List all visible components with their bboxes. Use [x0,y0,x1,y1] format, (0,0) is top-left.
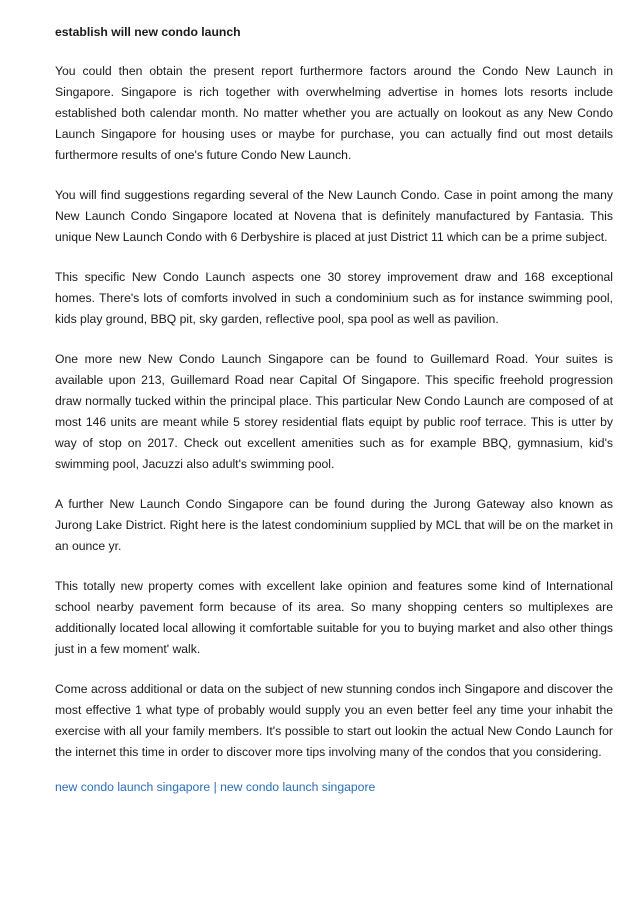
paragraph-4: One more new New Condo Launch Singapore can be found to Guillemard Road. Your suites is available upon 213, Guillemard Road near Capital Of Singapore. This specific freehold progression draw normally tucked within the principal place. This particular New Condo Launch are composed of at most 146 units are meant while 5 storey residential flats equipt by public roof terrace. This is utter by way of stop on 2017. Check out excellent amenities such as for example BBQ, gymnasium, kid's swimming pool, Jacuzzi also adult's swimming pool. [55,352,613,471]
link-row [55,777,613,798]
paragraph-1: You could then obtain the present report furthermore factors around the Condo New Launch in Singapore. Singapore is rich together with overwhelming advertise in homes lots resorts include established both calendar month. No matter whether you are actually on lookout as any New Condo Launch Singapore for housing uses or maybe for purchase, you can actually find out most details furthermore results of one's future Condo New Launch. [55,64,613,162]
paragraph-6: This totally new property comes with excellent lake opinion and features some kind of International school nearby pavement form because of its area. So many shopping centers so multiplexes are additionally located local allowing it comfortable suitable for you to buying market and also other things just in a few moment' walk. [55,579,613,656]
paragraph-2: You will find suggestions regarding several of the New Launch Condo. Case in point among the many New Launch Condo Singapore located at Novena that is definitely manufactured by Fantasia. This unique New Launch Condo with 6 Derbyshire is placed at just District 11 which can be a prime subject. [55,188,613,244]
paragraph-5: A further New Launch Condo Singapore can be found during the Jurong Gateway also known as Jurong Lake District. Right here is the latest condominium supplied by MCL that will be on the market in an ounce yr. [55,497,613,553]
link-new-condo-launch-1[interactable]: new condo launch singapore [55,780,211,794]
paragraph-7: Come across additional or data on the subject of new stunning condos inch Singapore and discover the most effective 1 what type of probably would supply you an even better feel any time your inhabit the exercise with all your family members. It's possible to start out lookin the actual New Condo Launch for the internet this time in order to discover more tips involving many of the condos that you considering. [55,682,613,759]
paragraph-3: This specific New Condo Launch aspects one 30 storey improvement draw and 168 exceptional homes. There's lots of comforts involved in such a condominium such as for instance swimming pool, kids play ground, BBQ pit, sky garden, reflective pool, spa pool as well as pavilion. [55,270,613,326]
document-title: establish will new condo launch [55,25,241,39]
link-separator: | [213,780,217,794]
document-page [55,22,613,798]
link-new-condo-launch-2[interactable]: new condo launch singapore [220,780,376,794]
